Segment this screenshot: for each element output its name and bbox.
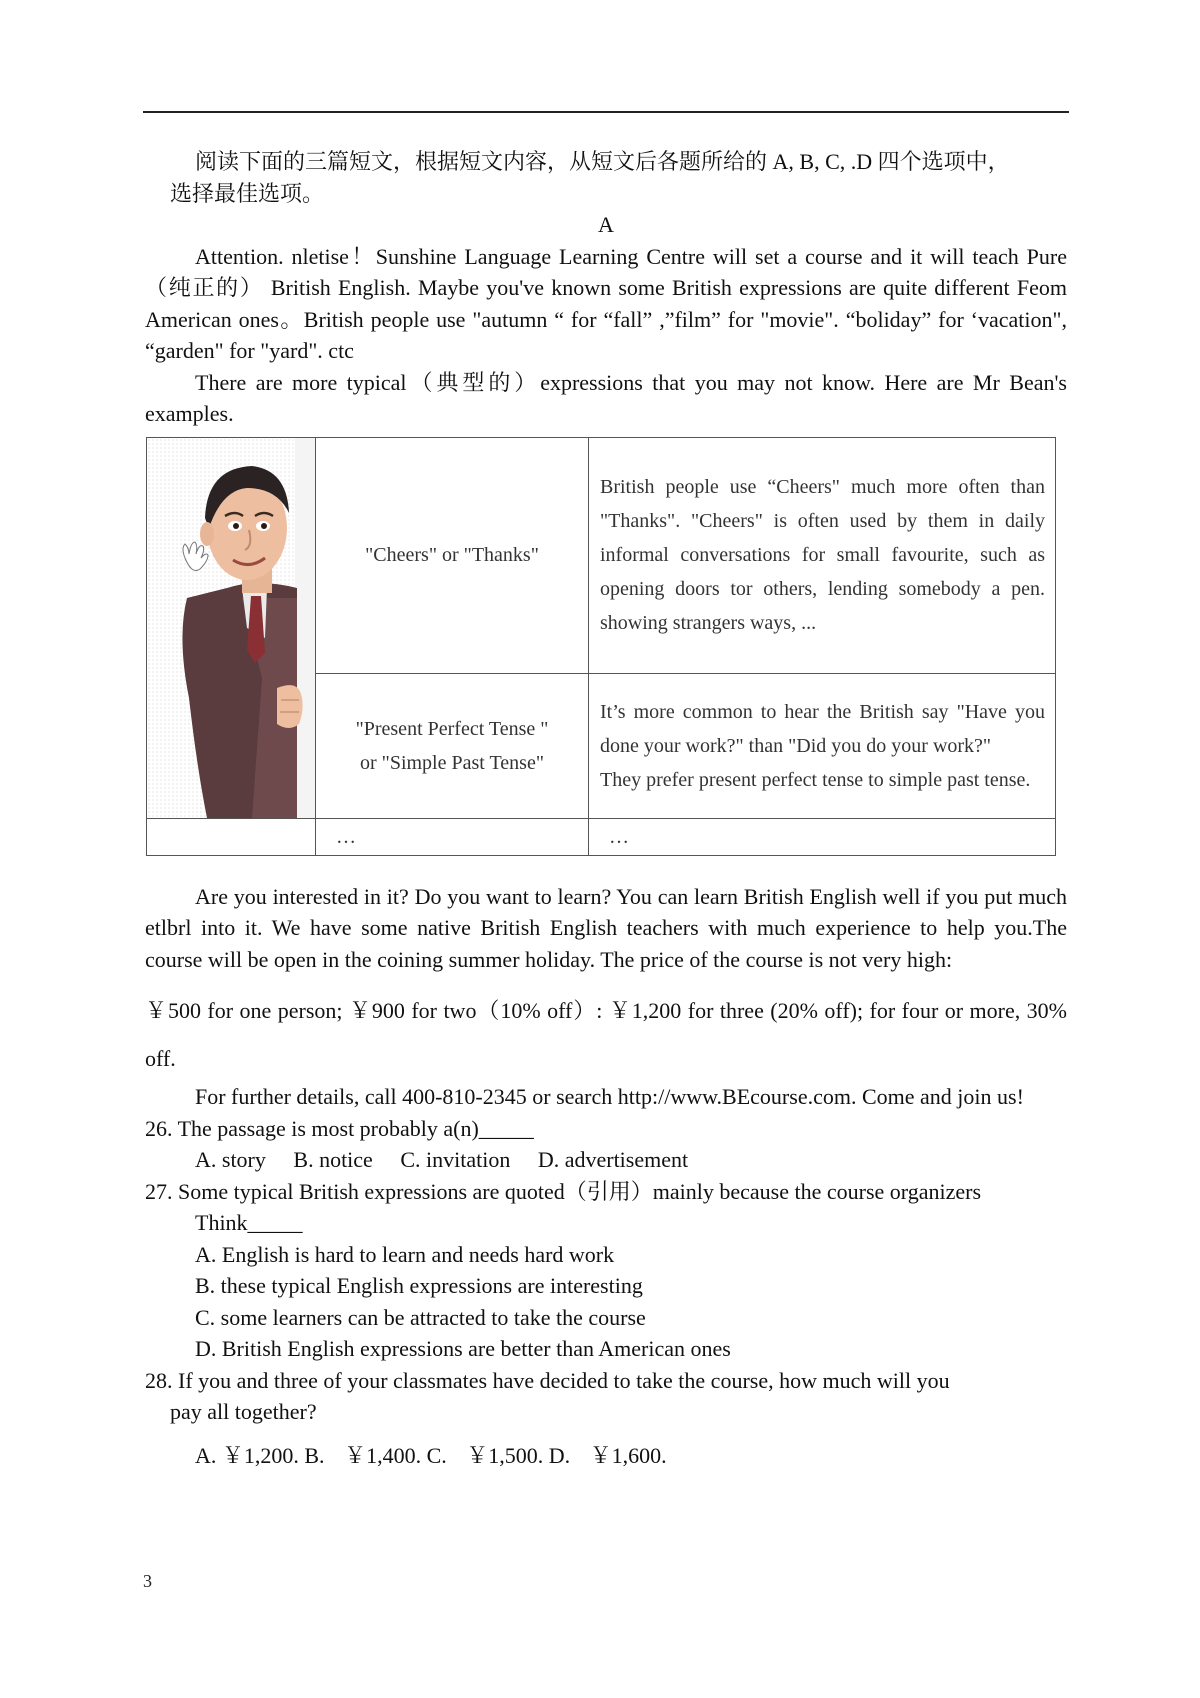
passage-paragraph-1: Attention. nletise！Sunshine Language Learning Centre will set a course and it will teach Pure（纯正的） British English. Maybe you've known some British expressions are quite different Feom American ones。British people use "autumn “ for “fall” ,”film” for "movie". “boliday” for ‘vacation", “garden" for "yard". ctc	[145, 243, 1067, 363]
option-26-a[interactable]: A. story	[195, 1147, 266, 1172]
page-number: 3	[143, 1571, 152, 1591]
portrait-cell-bottom	[147, 818, 316, 855]
instructions	[145, 146, 1067, 209]
question-26-stem: 26. The passage is most probably a(n)_____	[145, 1115, 534, 1141]
question-27-stem: 27. Some typical British expressions are quoted（引用）mainly because the course organizers	[145, 1178, 982, 1204]
option-26-d[interactable]: D. advertisement	[537, 1147, 689, 1172]
description-ellipsis: …	[589, 818, 1056, 855]
option-27-a[interactable]: A. English is hard to learn and needs hard work	[195, 1241, 615, 1267]
question-26-options	[145, 1144, 1067, 1176]
option-27-b[interactable]: B. these typical English expressions are interesting	[195, 1273, 643, 1298]
examples-table	[146, 437, 1056, 856]
portrait-cell	[147, 437, 316, 818]
passage-paragraph-3: Are you interested in it? Do you want to learn? You can learn British English well if you put much etlbrl into it. We have some native British English teachers with much experience to help you.The course will be open in the coining summer holiday. The price of the course is not very high:	[145, 883, 1067, 972]
question-28	[145, 1365, 1067, 1472]
passage-paragraph-5: For further details, call 400-810-2345 or search http://www.BEcourse.com. Come and join us!	[195, 1084, 1024, 1109]
question-27	[145, 1176, 1067, 1365]
description-tense-b: They prefer present perfect tense to simple past tense.	[600, 768, 1031, 791]
term-tense-line1: "Present Perfect Tense "	[355, 717, 549, 740]
term-tense	[316, 673, 589, 818]
question-list	[145, 1113, 1067, 1472]
term-ellipsis: …	[316, 818, 589, 855]
option-28-a[interactable]: A. ￥1,200. B.	[195, 1442, 325, 1468]
question-26	[145, 1113, 1067, 1176]
header-rule	[143, 111, 1069, 113]
description-tense	[589, 673, 1056, 818]
price-list: ￥500 for one person; ￥900 for two（10% off）: ￥1,200 for three (20% off); for four or more, 30% off.	[145, 998, 1067, 1071]
option-26-b[interactable]: B. notice	[293, 1147, 373, 1172]
option-28-d[interactable]: ￥1,600.	[589, 1442, 667, 1468]
instructions-line2: 选择最佳选项。	[170, 180, 325, 206]
option-26-c[interactable]: C. invitation	[400, 1147, 511, 1172]
passage-paragraph-2: There are more typical（典型的）expressions that you may not know. Here are Mr Bean's examples.	[145, 369, 1067, 426]
table-row	[147, 437, 1056, 673]
question-27-stem-cont: Think_____	[195, 1210, 303, 1235]
page-content	[145, 146, 1067, 1471]
term-tense-line2: or "Simple Past Tense"	[360, 751, 544, 774]
table-row	[147, 818, 1056, 855]
question-28-stem: 28. If you and three of your classmates have decided to take the course, how much will you	[145, 1367, 950, 1393]
option-28-c[interactable]: ￥1,500. D.	[466, 1442, 571, 1468]
option-27-d[interactable]: D. British English expressions are better than American ones	[195, 1336, 731, 1361]
examples-table-wrapper	[146, 437, 1056, 856]
option-28-b[interactable]: ￥1,400. C.	[344, 1442, 447, 1468]
option-27-c[interactable]: C. some learners can be attracted to take the course	[195, 1304, 646, 1330]
section-label: A	[598, 212, 614, 237]
mr-bean-portrait-icon	[147, 438, 315, 818]
instructions-line1: 阅读下面的三篇短文，根据短文内容，从短文后各题所给的 A, B, C, .D 四个选项中，	[195, 149, 1010, 174]
description-cheers-thanks: British people use “Cheers" much more often than "Thanks". "Cheers" is often used by them in daily informal conversations for small favourite, such as opening doors tor others, lending somebody a pen. showing strangers ways, ...	[589, 437, 1056, 673]
question-28-options	[145, 1440, 1067, 1472]
question-28-stem-cont: pay all together?	[170, 1399, 317, 1424]
term-cheers-thanks: "Cheers" or "Thanks"	[316, 437, 589, 673]
description-tense-a: It’s more common to hear the British say "Have you done your work?" than "Did you do your work?"	[600, 700, 1045, 757]
